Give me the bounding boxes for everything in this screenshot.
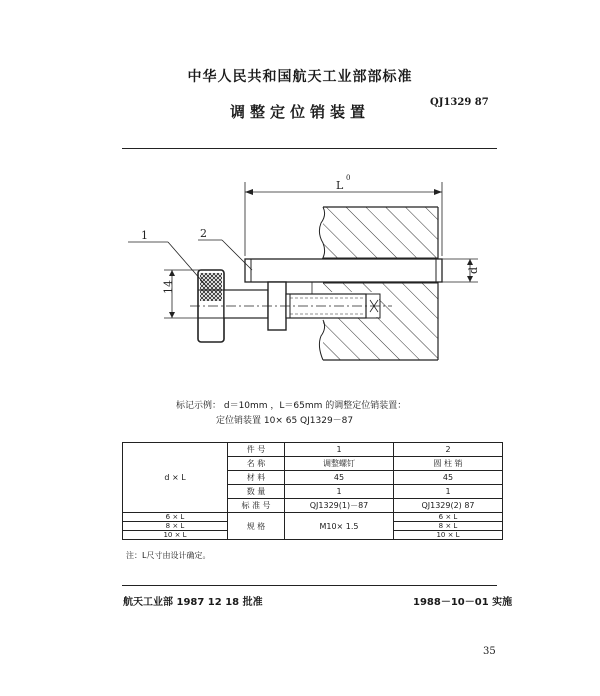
col1-material: 45 (285, 471, 394, 485)
size-row-3: 10 × L (123, 531, 228, 540)
rowlabel-cell: d × L (123, 443, 228, 513)
col1-spec: M10× 1.5 (285, 513, 394, 540)
callout-1-label: 1 (141, 229, 148, 242)
dimension-14-label: 14 (162, 280, 175, 294)
header-name: 名 称 (228, 457, 285, 471)
size-row-1: 6 × L (123, 513, 228, 522)
effective-date: 1988－10－01 实施 (413, 597, 513, 608)
col2-number: 2 (394, 443, 503, 457)
col2-spec-1: 6 × L (394, 513, 503, 522)
callout-2-label: 2 (200, 227, 207, 240)
table-row (123, 443, 503, 457)
dimension-d (442, 259, 480, 282)
col1-number: 1 (285, 443, 394, 457)
callout-2 (198, 227, 252, 270)
header-standard: 标 准 号 (228, 499, 285, 513)
dimension-14 (162, 270, 200, 318)
col2-name: 圆 柱 销 (394, 457, 503, 471)
col1-name: 调整螺钉 (285, 457, 394, 471)
parts-table (122, 442, 503, 540)
col2-spec-2: 8 × L (394, 522, 503, 531)
header-quantity: 数 量 (228, 485, 285, 499)
marking-example-line2: 定位销装置 10× 65 QJ1329－87 (216, 416, 354, 426)
footer-rule (122, 585, 497, 586)
col2-quantity: 1 (394, 485, 503, 499)
header-material: 材 料 (228, 471, 285, 485)
table-note: 注：L尺寸由设计确定。 (126, 551, 211, 560)
table-row (123, 513, 503, 522)
dimension-d-label: d (467, 266, 480, 274)
cylindrical-pin (245, 259, 442, 282)
header-number: 件 号 (228, 443, 285, 457)
document-title: 调整定位销装置 (229, 103, 370, 121)
col1-standard: QJ1329(1)－87 (285, 499, 394, 513)
col2-material: 45 (394, 471, 503, 485)
page-number: 35 (483, 646, 496, 657)
col2-standard: QJ1329(2) 87 (394, 499, 503, 513)
col1-quantity: 1 (285, 485, 394, 499)
dimension-L-label: L (336, 179, 344, 192)
header-spec: 规 格 (228, 513, 285, 540)
organization-header: 中华人民共和国航天工业部部标准 (187, 69, 413, 85)
standard-code: QJ1329 87 (430, 97, 489, 108)
size-row-2: 8 × L (123, 522, 228, 531)
marking-example-line1: 标记示例： d＝10mm ，L＝65mm 的调整定位销装置： (176, 401, 407, 411)
approval-date: 航天工业部 1987 12 18 批准 (123, 597, 263, 608)
callout-1 (128, 229, 208, 288)
dimension-L-tolerance: 0 (346, 174, 351, 182)
hatched-part-section (319, 207, 438, 360)
col2-spec-3: 10 × L (394, 531, 503, 540)
